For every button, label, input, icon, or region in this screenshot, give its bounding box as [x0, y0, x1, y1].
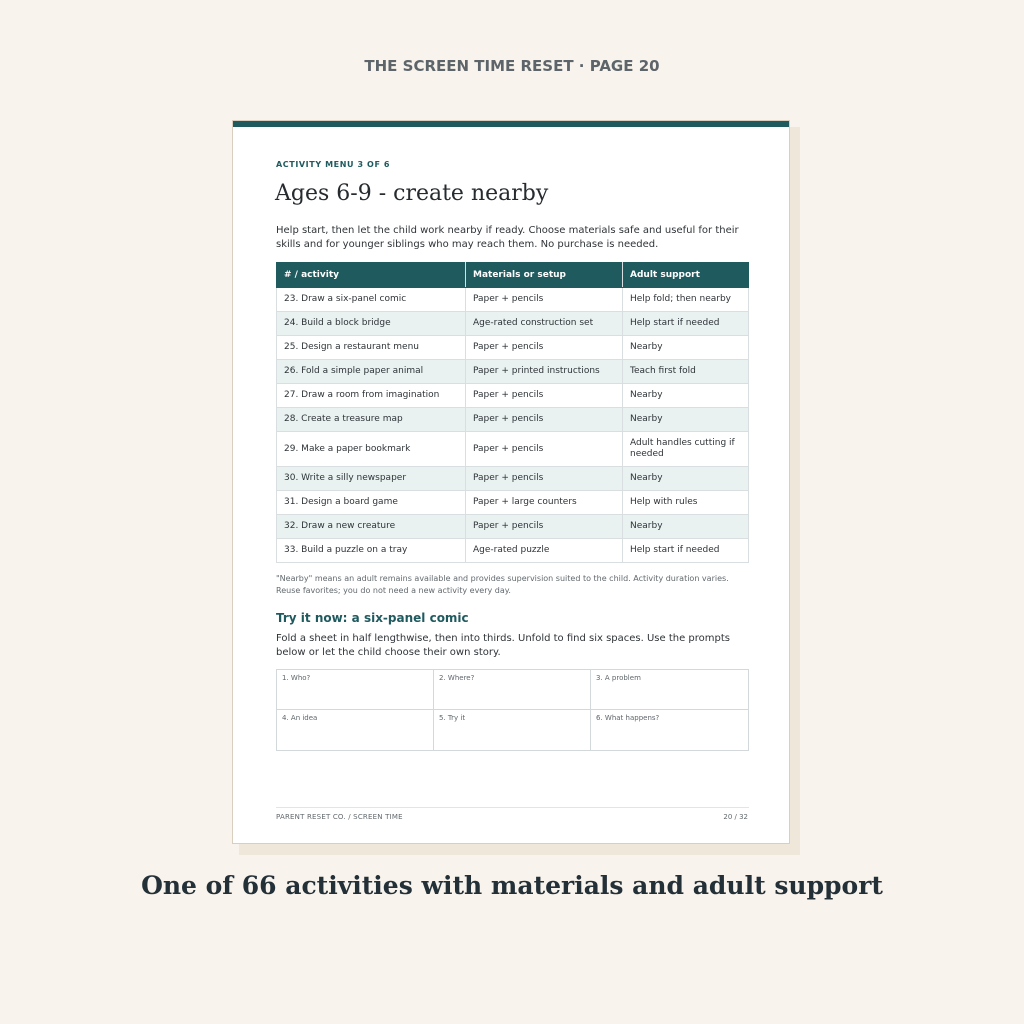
section-eyebrow: ACTIVITY MENU 3 OF 6 — [276, 160, 391, 169]
table-row — [277, 432, 749, 467]
materials-cell: Age-rated puzzle — [466, 539, 623, 563]
materials-cell: Paper + large counters — [466, 491, 623, 515]
support-cell: Teach first fold — [623, 360, 749, 384]
activity-cell: 24. Build a block bridge — [277, 312, 466, 336]
support-cell: Nearby — [623, 467, 749, 491]
intro-paragraph: Help start, then let the child work nearby if ready. Choose materials safe and useful for their skills and for younger siblings who may reach them. No purchase is needed. — [276, 225, 739, 250]
activity-cell: 30. Write a silly newspaper — [277, 467, 466, 491]
activity-table — [276, 262, 749, 563]
activity-cell: 23. Draw a six-panel comic — [277, 288, 466, 312]
support-cell: Nearby — [623, 384, 749, 408]
comic-panel: 1. Who? — [277, 670, 434, 710]
materials-cell: Paper + pencils — [466, 515, 623, 539]
table-row — [277, 491, 749, 515]
activity-cell: 25. Design a restaurant menu — [277, 336, 466, 360]
page-accent-bar — [233, 121, 789, 127]
promo-caption: One of 66 activities with materials and adult support — [141, 871, 883, 900]
column-header-materials: Materials or setup — [466, 263, 623, 288]
try-it-heading: Try it now: a six-panel comic — [276, 611, 469, 625]
support-cell: Adult handles cutting if needed — [623, 432, 749, 467]
materials-cell: Paper + printed instructions — [466, 360, 623, 384]
column-header-adult-support: Adult support — [623, 263, 749, 288]
table-row — [277, 539, 749, 563]
column-header-activity: # / activity — [277, 263, 466, 288]
activity-cell: 32. Draw a new creature — [277, 515, 466, 539]
table-header-row — [277, 263, 749, 288]
try-it-instructions: Fold a sheet in half lengthwise, then into thirds. Unfold to find six spaces. Use the prompts below or let the child choose their own story. — [276, 633, 731, 658]
comic-panel-grid — [276, 669, 749, 751]
support-cell: Help start if needed — [623, 312, 749, 336]
comic-panel: 2. Where? — [434, 670, 591, 710]
materials-cell: Age-rated construction set — [466, 312, 623, 336]
table-row — [277, 515, 749, 539]
footer-page-number: 20 / 32 — [723, 813, 748, 821]
table-row — [277, 312, 749, 336]
support-cell: Nearby — [623, 336, 749, 360]
page-title: Ages 6-9 - create nearby — [275, 181, 549, 206]
table-row — [277, 288, 749, 312]
footer-publisher: PARENT RESET CO. / SCREEN TIME — [276, 813, 403, 821]
materials-cell: Paper + pencils — [466, 432, 623, 467]
page-banner: THE SCREEN TIME RESET · PAGE 20 — [364, 57, 660, 75]
table-row — [277, 467, 749, 491]
materials-cell: Paper + pencils — [466, 288, 623, 312]
footer-divider — [276, 807, 749, 808]
document-page — [232, 120, 790, 844]
support-cell: Nearby — [623, 408, 749, 432]
support-cell: Help fold; then nearby — [623, 288, 749, 312]
materials-cell: Paper + pencils — [466, 467, 623, 491]
table-row — [277, 408, 749, 432]
table-row — [277, 336, 749, 360]
activity-cell: 26. Fold a simple paper animal — [277, 360, 466, 384]
support-cell: Help start if needed — [623, 539, 749, 563]
comic-panel: 6. What happens? — [596, 714, 660, 722]
comic-panel: 5. Try it — [434, 710, 591, 750]
activity-cell: 27. Draw a room from imagination — [277, 384, 466, 408]
materials-cell: Paper + pencils — [466, 384, 623, 408]
table-row — [277, 360, 749, 384]
nearby-footnote: "Nearby" means an adult remains available and provides supervision suited to the child. Activity duration varies. Reuse favorites; you do not need a new activity every day. — [276, 574, 729, 595]
comic-panel: 4. An idea — [277, 710, 434, 750]
activity-cell: 31. Design a board game — [277, 491, 466, 515]
support-cell: Nearby — [623, 515, 749, 539]
activity-cell: 28. Create a treasure map — [277, 408, 466, 432]
materials-cell: Paper + pencils — [466, 408, 623, 432]
comic-panel: 3. A problem — [591, 670, 748, 710]
activity-cell: 29. Make a paper bookmark — [277, 432, 466, 467]
activity-cell: 33. Build a puzzle on a tray — [277, 539, 466, 563]
table-row — [277, 384, 749, 408]
support-cell: Help with rules — [623, 491, 749, 515]
materials-cell: Paper + pencils — [466, 336, 623, 360]
